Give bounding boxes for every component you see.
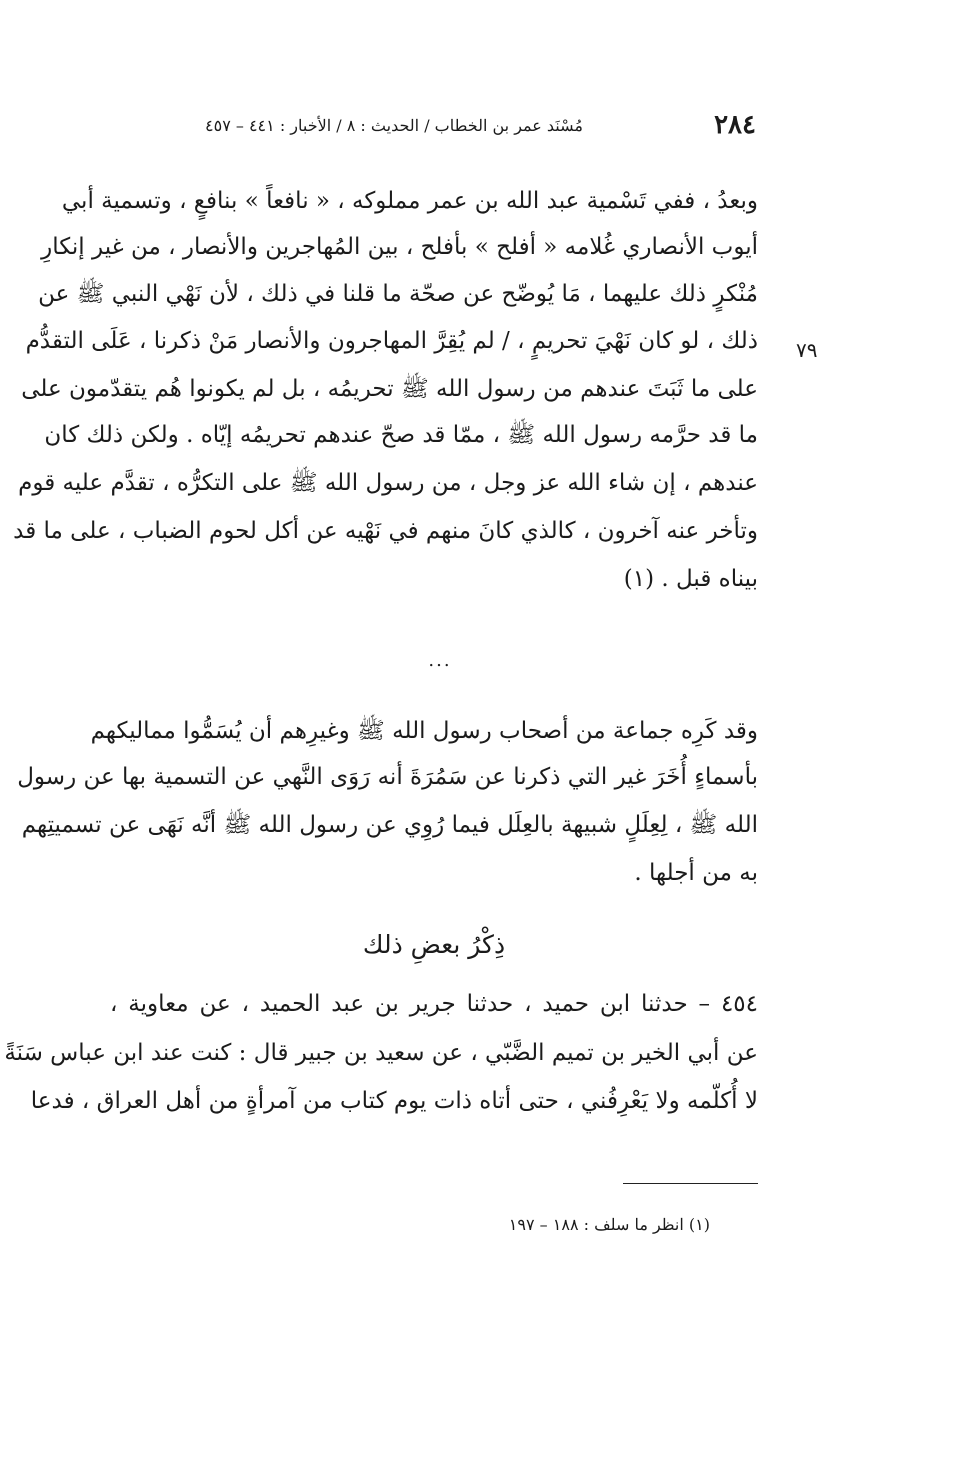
- footnote: (١) انظر ما سلف : ١٨٨ – ١٩٧: [508, 1215, 710, 1234]
- text-line: به من أجلها .: [634, 860, 758, 886]
- text-line: بيناه قبل . (١): [623, 566, 758, 592]
- page-header: [205, 110, 756, 140]
- text-line: ما قد حرَّمه رسول الله ﷺ ، ممّا قد صحّ عندهم تحريمُه إيّاه . ولكن ذلك كان: [44, 422, 758, 448]
- text-line: ٤٥٤ – حدثنا ابن حميد ، حدثنا جرير بن عبد الحميد ، عن معاوية ،: [110, 991, 758, 1017]
- page-number: ٢٨٤: [714, 110, 756, 140]
- text-line: عندهم ، إن شاء الله عز وجل ، من رسول الله ﷺ على التكرُّه ، تقدَّم عليه قوم: [18, 470, 758, 496]
- footnote-rule: [623, 1183, 758, 1184]
- text-line: الله ﷺ ، لِعِلَلٍ شبيهة بالعِلَل فيما رُوِي عن رسول الله ﷺ أنَّه نَهَى عن تسميتِهم: [21, 812, 758, 838]
- text-line: وقد كَرِه جماعة من أصحاب رسول الله ﷺ وغيرِهم أن يُسَمُّوا مماليكهم: [90, 718, 758, 744]
- text-line: وبعدُ ، ففي تَسْمية عبد الله بن عمر مملوكه ، « نافعاً » بنافعٍ ، وتسمية أبي: [61, 188, 758, 214]
- text-line: أيوب الأنصاري غُلامه « أفلح » بأفلح ، بين المُهاجرين والأنصار ، من غير إنكارِ: [41, 234, 758, 260]
- text-line: وتأخر عنه آخرون ، كالذي كانَ منهم في نَهْيه عن أكل لحوم الضباب ، على ما قد: [13, 518, 758, 544]
- section-heading: ذِكْرُ بعضِ ذلك: [362, 930, 506, 959]
- text-line: ذلك ، لو كان نَهْيَ تحريمٍ ، / لم يُقِرَّ المهاجرون والأنصار مَنْ ذكرنا ، عَلَى التقدُّم: [25, 328, 758, 354]
- text-line: لا أُكلّمه ولا يَعْرِفُني ، حتى أتاه ذات يوم كتاب من آمرأةٍ من أهل العراق ، فدعا: [30, 1088, 758, 1114]
- margin-page-marker: ٧٩: [796, 338, 818, 362]
- text-line: على ما ثَبَتَ عندهم من رسول الله ﷺ تحريمُه ، بل لم يكونوا هُم يتقدّمون على: [21, 376, 758, 402]
- running-head: مُسْنَد عمر بن الخطاب / الحديث : ٨ / الأخبار : ٤٤١ – ٤٥٧: [205, 115, 583, 135]
- section-separator: ...: [428, 650, 452, 671]
- text-line: مُنْكرٍ ذلك عليهما ، مَا يُوضّح عن صحّة ما قلنا في ذلك ، لأن نَهْي النبي ﷺ عن: [38, 281, 758, 307]
- text-line: عن أبي الخير بن تميم الضَّبّي ، عن سعيد بن جبير قال : كنت عند ابن عباس سَنَةً: [4, 1040, 758, 1066]
- text-line: بأسماءٍ أُخَرَ غير التي ذكرنا عن سَمُرَةَ أنه رَوَى النَّهي عن التسمية بها عن رسول: [17, 764, 758, 790]
